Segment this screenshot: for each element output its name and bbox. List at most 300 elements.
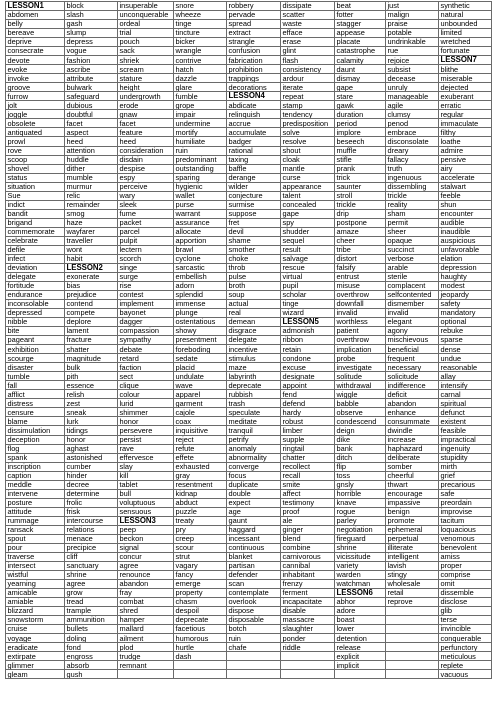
word-cell: saunter <box>335 182 386 191</box>
word-cell: ardour <box>281 74 335 83</box>
word-cell: prowl <box>6 137 65 146</box>
word-cell: ruin <box>174 146 227 155</box>
word-cell: contend <box>65 300 118 309</box>
word-cell: release <box>335 643 386 652</box>
word-cell: invalid <box>335 309 386 318</box>
word-cell <box>386 670 439 679</box>
word-cell: furrow <box>6 92 65 101</box>
word-cell: thwart <box>386 480 439 489</box>
word-cell: recollect <box>281 462 335 471</box>
word-cell: safe <box>439 489 492 498</box>
word-cell: deviation <box>6 263 65 272</box>
word-cell: impractical <box>439 435 492 444</box>
table-row <box>6 281 492 290</box>
word-cell: assurance <box>174 218 227 227</box>
word-cell: rejoice <box>386 56 439 65</box>
word-cell: inaudible <box>439 227 492 236</box>
word-cell: intelligent <box>386 552 439 561</box>
word-cell: creep <box>174 534 227 543</box>
word-cell: ditch <box>335 453 386 462</box>
word-cell: extirpate <box>6 652 65 661</box>
word-cell <box>386 634 439 643</box>
word-cell: mischievous <box>386 336 439 345</box>
word-cell <box>386 652 439 661</box>
word-cell: lament <box>65 327 118 336</box>
word-cell: real <box>227 309 281 318</box>
word-cell: safeguard <box>65 92 118 101</box>
word-cell: implication <box>335 345 386 354</box>
word-cell: cheerful <box>386 471 439 480</box>
word-cell: ingenuity <box>439 444 492 453</box>
word-cell: apparel <box>174 390 227 399</box>
word-cell: rescue <box>281 263 335 272</box>
word-cell: rogue <box>335 507 386 516</box>
word-cell: enhance <box>386 408 439 417</box>
word-cell: combat <box>118 598 174 607</box>
word-cell: babble <box>335 399 386 408</box>
word-cell: erase <box>281 38 335 47</box>
word-cell: worthless <box>335 318 386 327</box>
word-cell: glimmer <box>6 661 65 670</box>
table-row <box>6 101 492 110</box>
word-cell: hamper <box>118 616 174 625</box>
word-cell: vicissitude <box>335 552 386 561</box>
table-row <box>6 580 492 589</box>
word-cell: defender <box>227 570 281 579</box>
word-cell: pupil <box>281 281 335 290</box>
word-cell: miserable <box>439 74 492 83</box>
word-cell: flog <box>6 444 65 453</box>
word-cell: continuous <box>227 543 281 552</box>
word-cell: shrine <box>335 543 386 552</box>
word-cell: necessary <box>386 363 439 372</box>
word-cell: deliberate <box>386 453 439 462</box>
table-row <box>6 426 492 435</box>
word-cell: overthrow <box>335 336 386 345</box>
word-cell: mortify <box>174 128 227 137</box>
vocabulary-table-body <box>6 2 492 679</box>
word-cell: habit <box>65 254 118 263</box>
word-cell: frequent <box>386 354 439 363</box>
word-cell: vacuous <box>439 670 492 679</box>
word-cell: remnant <box>118 661 174 670</box>
word-cell: shovel <box>6 164 65 173</box>
word-cell: concealed <box>281 200 335 209</box>
word-cell: overthrow <box>335 291 386 300</box>
word-cell: slaughter <box>281 625 335 634</box>
table-row <box>6 345 492 354</box>
word-cell: menace <box>65 534 118 543</box>
word-cell: beckon <box>118 534 174 543</box>
word-cell: spy <box>281 218 335 227</box>
word-cell: showy <box>174 327 227 336</box>
word-cell: bullets <box>65 625 118 634</box>
table-row <box>6 625 492 634</box>
word-cell: reject <box>174 435 227 444</box>
word-cell: remainder <box>65 200 118 209</box>
word-cell: excuse <box>281 363 335 372</box>
word-cell: grope <box>174 101 227 110</box>
word-cell: ingenuous <box>386 173 439 182</box>
word-cell: undulate <box>174 372 227 381</box>
word-cell: lurid <box>118 399 174 408</box>
table-row <box>6 236 492 245</box>
word-cell: perpetual <box>386 534 439 543</box>
word-cell: haughty <box>439 272 492 281</box>
word-cell: peep <box>118 525 174 534</box>
word-cell: investigate <box>335 363 386 372</box>
word-cell: testimony <box>281 498 335 507</box>
word-cell: rummage <box>6 516 65 525</box>
word-cell: unbounded <box>439 20 492 29</box>
word-cell: ruin <box>227 634 281 643</box>
word-cell: wary <box>118 191 174 200</box>
word-cell: glare <box>174 83 227 92</box>
word-cell: traveller <box>65 236 118 245</box>
word-cell: relish <box>65 390 118 399</box>
word-cell: designate <box>281 372 335 381</box>
word-cell: meddle <box>6 480 65 489</box>
word-cell: amicable <box>6 589 65 598</box>
word-cell: hardy <box>281 408 335 417</box>
word-cell: solicitude <box>386 372 439 381</box>
word-cell: stalwart <box>439 182 492 191</box>
word-cell: withdrawal <box>335 381 386 390</box>
word-cell: downfall <box>335 300 386 309</box>
word-cell: heed <box>65 137 118 146</box>
word-cell: cannibal <box>281 561 335 570</box>
word-cell: fume <box>118 209 174 218</box>
word-cell: parcel <box>118 227 174 236</box>
word-cell: suppose <box>227 209 281 218</box>
word-cell: ostentatious <box>174 318 227 327</box>
word-cell: traverse <box>6 552 65 561</box>
word-cell: sack <box>118 47 174 56</box>
word-cell: huddle <box>65 155 118 164</box>
word-cell: dissipate <box>281 2 335 11</box>
word-cell: wholesale <box>386 580 439 589</box>
word-cell: exhausted <box>174 462 227 471</box>
word-cell: undergrowth <box>118 92 174 101</box>
word-cell: ordeal <box>118 20 174 29</box>
table-row <box>6 417 492 426</box>
word-cell: agree <box>65 580 118 589</box>
table-row <box>6 670 492 679</box>
word-cell: dreary <box>386 146 439 155</box>
word-cell: blend <box>281 534 335 543</box>
table-row <box>6 191 492 200</box>
word-cell: accrue <box>227 119 281 128</box>
word-cell: waste <box>281 20 335 29</box>
word-cell: rubbish <box>227 390 281 399</box>
word-cell: fall <box>6 381 65 390</box>
lesson-heading: LESSON4 <box>227 92 281 101</box>
table-row <box>6 47 492 56</box>
word-cell: determine <box>65 489 118 498</box>
word-cell: filthy <box>439 128 492 137</box>
word-cell: salvage <box>281 254 335 263</box>
word-cell: refute <box>174 444 227 453</box>
word-cell: reasonable <box>439 363 492 372</box>
word-cell <box>386 625 439 634</box>
word-cell: warden <box>335 570 386 579</box>
word-cell: brawl <box>174 245 227 254</box>
word-cell: incapacitate <box>281 598 335 607</box>
word-cell: stingy <box>386 570 439 579</box>
word-cell: foreboding <box>174 345 227 354</box>
table-row <box>6 435 492 444</box>
word-cell: knave <box>335 498 386 507</box>
word-cell: stroll <box>335 191 386 200</box>
word-cell: bicker <box>174 38 227 47</box>
word-cell: improvise <box>439 507 492 516</box>
word-cell: allocate <box>174 227 227 236</box>
word-cell: falsify <box>335 263 386 272</box>
word-cell: wretched <box>439 38 492 47</box>
table-row <box>6 254 492 263</box>
word-cell: truth <box>386 164 439 173</box>
word-cell: auspicious <box>439 236 492 245</box>
lesson-heading: LESSON1 <box>6 2 65 11</box>
word-cell: subsist <box>386 65 439 74</box>
word-cell: obsolete <box>6 119 65 128</box>
word-cell: combine <box>281 543 335 552</box>
word-cell: omit <box>439 580 492 589</box>
word-cell: ransack <box>6 525 65 534</box>
word-cell: shatter <box>65 345 118 354</box>
word-cell: modest <box>439 281 492 290</box>
word-cell: efface <box>281 29 335 38</box>
table-row <box>6 318 492 327</box>
word-cell: admonish <box>281 327 335 336</box>
word-cell: sedate <box>174 354 227 363</box>
table-row <box>6 20 492 29</box>
table-row <box>6 146 492 155</box>
word-cell: observe <box>335 408 386 417</box>
table-row <box>6 83 492 92</box>
word-cell: evoke <box>6 65 65 74</box>
word-cell: benevolent <box>439 543 492 552</box>
word-cell: fireguard <box>335 534 386 543</box>
word-cell: wiggle <box>335 390 386 399</box>
word-cell: trickle <box>386 191 439 200</box>
word-cell: supple <box>281 435 335 444</box>
word-cell: strangle <box>227 38 281 47</box>
word-cell: potable <box>386 29 439 38</box>
word-cell: incentive <box>227 345 281 354</box>
word-cell: calamity <box>335 56 386 65</box>
word-cell: gray <box>174 471 227 480</box>
word-cell: grief <box>439 471 492 480</box>
word-cell: negotiation <box>335 525 386 534</box>
word-cell: blanket <box>227 552 281 561</box>
word-cell: heed <box>118 137 174 146</box>
table-row <box>6 471 492 480</box>
word-cell: deprecate <box>174 616 227 625</box>
word-cell: scream <box>118 65 174 74</box>
word-cell: eradicate <box>6 643 65 652</box>
word-cell: meditate <box>227 417 281 426</box>
word-cell: relic <box>65 191 118 200</box>
word-cell: derange <box>227 173 281 182</box>
table-row <box>6 480 492 489</box>
word-cell: pervade <box>227 11 281 20</box>
word-cell: extract <box>227 29 281 38</box>
word-cell: sham <box>386 209 439 218</box>
word-cell: disable <box>281 607 335 616</box>
word-cell: beneficial <box>386 345 439 354</box>
word-cell: retard <box>118 354 174 363</box>
word-cell: rise <box>118 281 174 290</box>
word-cell: sect <box>118 372 174 381</box>
word-cell: relations <box>65 525 118 534</box>
word-cell: flip <box>335 462 386 471</box>
word-cell: embrace <box>386 128 439 137</box>
word-cell: slash <box>65 11 118 20</box>
word-cell: lavish <box>386 561 439 570</box>
word-cell: aghast <box>65 444 118 453</box>
word-cell: speculate <box>227 408 281 417</box>
word-cell: mumble <box>65 173 118 182</box>
lesson-heading: LESSON7 <box>439 56 492 65</box>
word-cell: posture <box>6 498 65 507</box>
word-cell: sparse <box>439 336 492 345</box>
word-cell: dispose <box>227 607 281 616</box>
table-row <box>6 634 492 643</box>
word-cell: ponder <box>281 634 335 643</box>
table-row <box>6 200 492 209</box>
word-cell: renounce <box>118 570 174 579</box>
word-cell: existent <box>439 417 492 426</box>
word-cell: selfcontented <box>386 291 439 300</box>
vocabulary-table <box>5 1 492 679</box>
word-cell: presentment <box>174 336 227 345</box>
word-cell: reprove <box>386 598 439 607</box>
word-cell: ailment <box>118 634 174 643</box>
word-cell: pith <box>65 372 118 381</box>
word-cell: cruise <box>6 625 65 634</box>
table-row <box>6 589 492 598</box>
word-cell: effete <box>174 453 227 462</box>
word-cell: blizzard <box>6 607 65 616</box>
word-cell: engross <box>65 652 118 661</box>
word-cell: spout <box>6 534 65 543</box>
word-cell: cloak <box>281 155 335 164</box>
table-row <box>6 29 492 38</box>
word-cell: encourage <box>386 489 439 498</box>
word-cell: kidnap <box>174 489 227 498</box>
word-cell: gape <box>281 209 335 218</box>
table-row <box>6 444 492 453</box>
word-cell: wrangle <box>174 47 227 56</box>
word-cell: trappings <box>227 74 281 83</box>
word-cell: reality <box>386 200 439 209</box>
word-cell: dagger <box>118 318 174 327</box>
word-cell: muffle <box>335 146 386 155</box>
word-cell: adorn <box>174 281 227 290</box>
word-cell: cumber <box>65 462 118 471</box>
word-cell: pour <box>6 543 65 552</box>
word-cell: sheer <box>386 227 439 236</box>
word-cell: glib <box>439 607 492 616</box>
word-cell: ammunition <box>65 616 118 625</box>
word-cell: fret <box>227 218 281 227</box>
word-cell: gnsly <box>335 480 386 489</box>
word-cell: ginger <box>281 525 335 534</box>
word-cell: limber <box>281 426 335 435</box>
word-cell: status <box>6 173 65 182</box>
word-cell: praise <box>386 20 439 29</box>
word-cell: tacitum <box>439 516 492 525</box>
word-cell: impassive <box>386 498 439 507</box>
word-cell: deception <box>6 435 65 444</box>
word-cell: smother <box>227 245 281 254</box>
word-cell: amiss <box>439 552 492 561</box>
table-row <box>6 543 492 552</box>
word-cell: bite <box>6 327 65 336</box>
word-cell: rove <box>6 146 65 155</box>
word-cell: wallet <box>174 191 227 200</box>
word-cell: malign <box>386 11 439 20</box>
word-cell: facet <box>65 119 118 128</box>
word-cell: deprive <box>6 38 65 47</box>
word-cell: defunct <box>439 408 492 417</box>
word-cell: elegant <box>386 318 439 327</box>
word-cell: taxing <box>227 155 281 164</box>
word-cell: stimulus <box>227 354 281 363</box>
word-cell: preordain <box>439 498 492 507</box>
word-cell: tranquil <box>227 426 281 435</box>
word-cell: broth <box>227 281 281 290</box>
word-cell: doling <box>65 634 118 643</box>
word-cell: resolve <box>281 137 335 146</box>
word-cell: dejected <box>439 83 492 92</box>
word-cell: relinquish <box>227 110 281 119</box>
table-row <box>6 309 492 318</box>
word-cell: cyclone <box>174 254 227 263</box>
word-cell: ephemeral <box>386 525 439 534</box>
word-cell: voyage <box>6 634 65 643</box>
word-cell: incessant <box>227 534 281 543</box>
word-cell: vogue <box>65 47 118 56</box>
word-cell: distress <box>6 399 65 408</box>
word-cell: stamp <box>281 101 335 110</box>
word-cell: aspect <box>65 128 118 137</box>
word-cell: persist <box>118 435 174 444</box>
word-cell: catastrophe <box>335 47 386 56</box>
word-cell: erratic <box>439 101 492 110</box>
word-cell: disgrace <box>227 327 281 336</box>
word-cell: scour <box>174 543 227 552</box>
word-cell: agile <box>386 101 439 110</box>
word-cell: compassion <box>118 327 174 336</box>
word-cell: dissemble <box>439 589 492 598</box>
word-cell: solve <box>281 128 335 137</box>
table-row <box>6 607 492 616</box>
word-cell: insuperable <box>118 2 174 11</box>
word-cell: intersect <box>6 561 65 570</box>
word-cell: sarcastic <box>174 263 227 272</box>
word-cell: slay <box>118 462 174 471</box>
word-cell: emerge <box>174 580 227 589</box>
word-cell: consistency <box>281 65 335 74</box>
word-cell: terse <box>439 616 492 625</box>
word-cell: horrible <box>335 489 386 498</box>
table-row <box>6 552 492 561</box>
lesson-heading: LESSON5 <box>281 318 335 327</box>
table-row <box>6 291 492 300</box>
word-cell: mirth <box>439 462 492 471</box>
